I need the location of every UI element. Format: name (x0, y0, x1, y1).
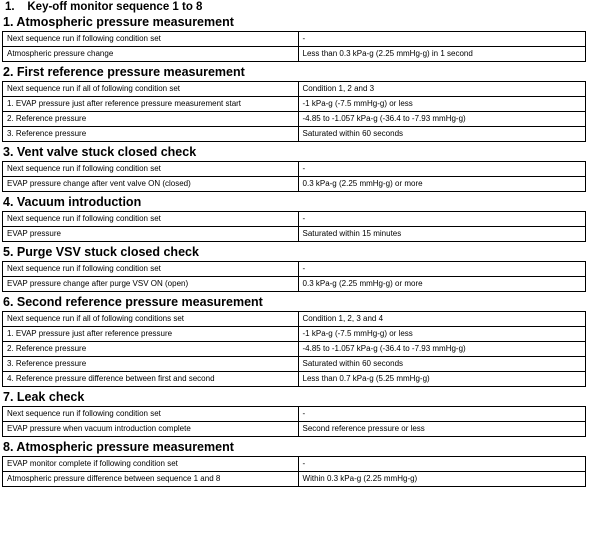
condition-label-cell: Atmospheric pressure change (3, 47, 299, 62)
condition-value-cell: Saturated within 60 seconds (298, 127, 585, 142)
section-title: 4. Vacuum introduction (3, 195, 142, 209)
table-row (3, 407, 586, 422)
section-1 (2, 14, 590, 62)
table-row (3, 357, 586, 372)
section-title: 5. Purge VSV stuck closed check (3, 245, 199, 259)
condition-label-cell: 4. Reference pressure difference between first and second (3, 372, 299, 387)
table-row (3, 262, 586, 277)
condition-label-cell: 3. Reference pressure (3, 127, 299, 142)
condition-label-cell: EVAP monitor complete if following condition set (3, 457, 299, 472)
table-row (3, 472, 586, 487)
section-5 (2, 244, 590, 292)
document-title: 1. Key-off monitor sequence 1 to 8 (5, 1, 203, 13)
condition-label-cell: 2. Reference pressure (3, 342, 299, 357)
table-row (3, 47, 586, 62)
condition-label-cell: EVAP pressure change after vent valve ON (closed) (3, 177, 299, 192)
condition-table (2, 81, 586, 142)
section-8 (2, 439, 590, 487)
document-page (2, 0, 590, 489)
condition-value-cell: Saturated within 15 minutes (298, 227, 585, 242)
condition-value-cell: - (298, 407, 585, 422)
table-row (3, 422, 586, 437)
condition-value-cell: -1 kPa-g (-7.5 mmHg-g) or less (298, 97, 585, 112)
section-6 (2, 294, 590, 387)
condition-table (2, 31, 586, 62)
table-row (3, 372, 586, 387)
table-row (3, 127, 586, 142)
condition-label-cell: Next sequence run if following condition set (3, 162, 299, 177)
section-title: 6. Second reference pressure measurement (3, 295, 263, 309)
condition-value-cell: - (298, 32, 585, 47)
table-row (3, 112, 586, 127)
condition-table (2, 406, 586, 437)
section-7 (2, 389, 590, 437)
condition-value-cell: Less than 0.7 kPa-g (5.25 mmHg-g) (298, 372, 585, 387)
condition-table (2, 261, 586, 292)
condition-label-cell: Next sequence run if following condition set (3, 407, 299, 422)
condition-value-cell: Within 0.3 kPa-g (2.25 mmHg-g) (298, 472, 585, 487)
condition-label-cell: Next sequence run if following condition set (3, 32, 299, 47)
condition-value-cell: -4.85 to -1.057 kPa-g (-36.4 to -7.93 mmHg-g) (298, 342, 585, 357)
table-row (3, 227, 586, 242)
condition-table (2, 456, 586, 487)
condition-label-cell: 3. Reference pressure (3, 357, 299, 372)
condition-value-cell: Condition 1, 2, 3 and 4 (298, 312, 585, 327)
condition-value-cell: - (298, 457, 585, 472)
section-title: 8. Atmospheric pressure measurement (3, 440, 234, 454)
condition-label-cell: 1. EVAP pressure just after reference pressure (3, 327, 299, 342)
table-row (3, 97, 586, 112)
section-2 (2, 64, 590, 142)
section-title: 1. Atmospheric pressure measurement (3, 15, 234, 29)
section-3 (2, 144, 590, 192)
table-row (3, 312, 586, 327)
table-row (3, 342, 586, 357)
sections-container (2, 14, 590, 487)
condition-label-cell: Next sequence run if following condition set (3, 212, 299, 227)
condition-value-cell: Saturated within 60 seconds (298, 357, 585, 372)
condition-label-cell: EVAP pressure when vacuum introduction complete (3, 422, 299, 437)
condition-value-cell: - (298, 262, 585, 277)
condition-table (2, 211, 586, 242)
condition-value-cell: Second reference pressure or less (298, 422, 585, 437)
condition-value-cell: - (298, 212, 585, 227)
table-row (3, 212, 586, 227)
table-row (3, 32, 586, 47)
section-title: 3. Vent valve stuck closed check (3, 145, 197, 159)
section-title: 7. Leak check (3, 390, 85, 404)
table-row (3, 82, 586, 97)
section-title: 2. First reference pressure measurement (3, 65, 245, 79)
condition-label-cell: EVAP pressure (3, 227, 299, 242)
condition-label-cell: Atmospheric pressure difference between sequence 1 and 8 (3, 472, 299, 487)
condition-value-cell: -1 kPa-g (-7.5 mmHg-g) or less (298, 327, 585, 342)
condition-value-cell: - (298, 162, 585, 177)
table-row (3, 277, 586, 292)
condition-value-cell: Condition 1, 2 and 3 (298, 82, 585, 97)
condition-label-cell: 1. EVAP pressure just after reference pressure measurement start (3, 97, 299, 112)
table-row (3, 457, 586, 472)
condition-table (2, 161, 586, 192)
section-4 (2, 194, 590, 242)
condition-label-cell: Next sequence run if all of following conditions set (3, 312, 299, 327)
condition-value-cell: -4.85 to -1.057 kPa-g (-36.4 to -7.93 mmHg-g) (298, 112, 585, 127)
condition-label-cell: 2. Reference pressure (3, 112, 299, 127)
table-row (3, 162, 586, 177)
condition-label-cell: EVAP pressure change after purge VSV ON (open) (3, 277, 299, 292)
condition-label-cell: Next sequence run if following condition set (3, 262, 299, 277)
condition-label-cell: Next sequence run if all of following condition set (3, 82, 299, 97)
condition-value-cell: Less than 0.3 kPa-g (2.25 mmHg-g) in 1 second (298, 47, 585, 62)
table-row (3, 327, 586, 342)
condition-value-cell: 0.3 kPa-g (2.25 mmHg-g) or more (298, 277, 585, 292)
table-row (3, 177, 586, 192)
condition-table (2, 311, 586, 387)
condition-value-cell: 0.3 kPa-g (2.25 mmHg-g) or more (298, 177, 585, 192)
